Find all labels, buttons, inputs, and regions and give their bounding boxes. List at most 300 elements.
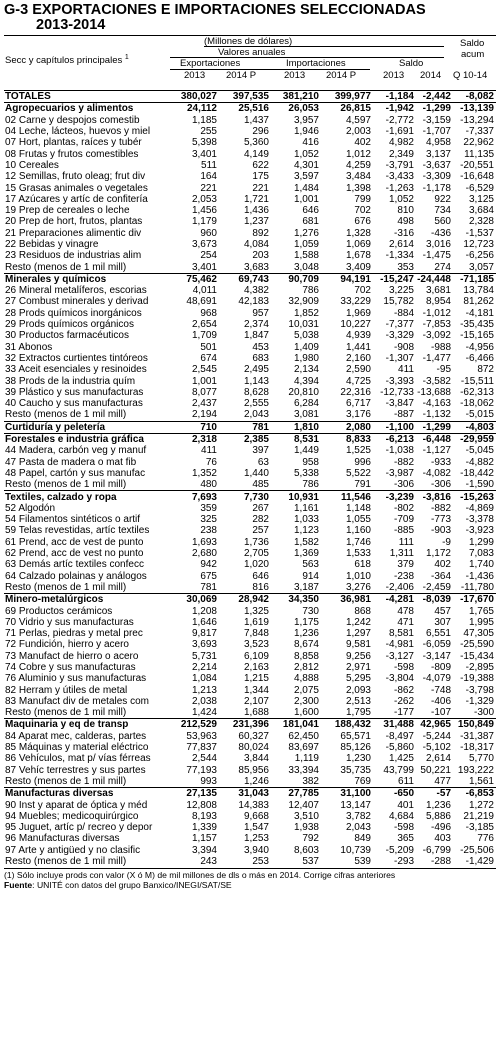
row-label: 40 Caucho y sus manufacturas [5, 398, 143, 410]
balance-2014-header: 2014 [420, 70, 442, 81]
table-row [4, 696, 496, 707]
balance-2014-cell: 4,958 [425, 137, 451, 149]
row-label: 04 Leche, lácteos, huevos y miel [5, 126, 151, 138]
balance-2014-cell: -3,092 [422, 330, 451, 342]
valores-label: Valores anuales [218, 47, 286, 58]
imports-2014-cell: 3,409 [345, 261, 371, 273]
exports-2014-cell: 25,516 [219, 103, 271, 115]
exports-2013-cell: 2,053 [191, 193, 217, 205]
balance-2014-cell: -5,102 [422, 742, 451, 754]
exports-2014-cell: 1,143 [243, 375, 269, 387]
imports-2014-cell: 9,581 [345, 639, 371, 651]
exports-2014-cell: 816 [252, 581, 269, 593]
balance-accum-cell: 872 [477, 364, 494, 376]
balance-accum-cell: 22,962 [463, 137, 494, 149]
exports-2013-cell: 501 [200, 341, 217, 353]
balance-2013-cell: 611 [398, 775, 414, 787]
table-row [4, 171, 496, 182]
saldo-acum-header-2: acum [461, 49, 485, 60]
row-label: 74 Cobre y sus manufacturas [5, 661, 136, 673]
balance-accum-cell: 776 [477, 833, 494, 845]
table-row [4, 628, 496, 639]
exports-2014-cell: 2,495 [243, 364, 269, 376]
imports-2014-cell: 3,176 [345, 409, 371, 421]
exports-2013-cell: 8,193 [191, 810, 217, 822]
imports-2013-cell: 1,409 [293, 341, 319, 353]
imports-2013-cell: 83,697 [288, 742, 319, 754]
table-row [4, 126, 496, 137]
balance-2013-cell: 471 [397, 616, 414, 628]
exports-2013-cell: 1,709 [191, 330, 217, 342]
imports-2013-cell: 1,946 [293, 126, 319, 138]
footnote: (1) Sólo incluye prods con valor (X ó M) de mil millones de dls o más en 2014. Corrige cifras anteriores [4, 868, 496, 880]
balance-2013-cell: 2,349 [388, 148, 414, 160]
balance-accum-cell: 1,740 [468, 559, 494, 571]
exports-2014-cell: 282 [252, 514, 269, 526]
row-label: Forestales e industria gráfica [4, 433, 170, 445]
section-row [4, 103, 496, 115]
imports-2013-cell: 416 [302, 137, 319, 149]
imports-2013-cell: 1,001 [293, 193, 319, 205]
imports-2014-cell: 3,782 [345, 810, 371, 822]
exports-2013-cell: 480 [200, 479, 217, 491]
exports-2014-cell: 1,020 [243, 559, 269, 571]
exports-2014-cell: 1,246 [243, 775, 269, 787]
balance-2013-cell: -709 [393, 514, 414, 526]
balance-2014-cell: -5,244 [422, 730, 451, 742]
imports-2014-cell: 1,678 [345, 250, 371, 262]
balance-2013-cell: 31,488 [373, 719, 416, 731]
exports-2013-cell: 212,529 [170, 719, 219, 731]
balance-2014-cell: -24,448 [417, 273, 451, 285]
exports-header: Exportaciones [180, 58, 241, 69]
row-label: Resto (menos de 1 mil mill) [5, 261, 127, 273]
imports-2014-cell: 188,432 [321, 719, 373, 731]
imports-2013-cell: 34,350 [271, 594, 321, 606]
exports-2014-cell: 69,743 [219, 273, 271, 285]
balance-2014-cell: 2,614 [425, 753, 451, 765]
table-row [4, 330, 496, 341]
balance-2013-cell: -887 [393, 409, 414, 421]
balance-accum-cell: -1,429 [465, 856, 494, 868]
row-label: 83 Manufact div de metales com [5, 695, 149, 707]
balance-2013-cell: -882 [393, 456, 414, 468]
balance-2014-cell: -95 [436, 364, 451, 376]
imports-2014-header: 2014 P [326, 70, 357, 81]
balance-2014-cell: 307 [434, 616, 451, 628]
exports-2014-cell: 175 [252, 171, 269, 183]
imports-2014-cell: 1,297 [345, 628, 371, 640]
balance-2013-cell: -1,942 [373, 103, 416, 115]
exports-2014-cell: 2,107 [243, 695, 269, 707]
balance-2014-cell: -9 [442, 536, 451, 548]
balance-accum-cell: -1,590 [465, 479, 494, 491]
balance-2013-cell: -2,772 [385, 114, 414, 126]
exports-2013-cell: 255 [200, 126, 217, 138]
balance-accum-cell: 1,995 [468, 616, 494, 628]
imports-2014-cell: 1,230 [345, 753, 371, 765]
table-row [4, 707, 496, 719]
exports-2014-cell: 3,844 [243, 753, 269, 765]
imports-2013-cell: 1,052 [293, 148, 319, 160]
balance-2014-cell: 274 [434, 261, 451, 273]
row-label: 47 Pasta de madera o mat fib [5, 456, 137, 468]
row-label: 72 Fundición, hierro y acero [5, 639, 129, 651]
balance-accum-cell: -6,466 [465, 352, 494, 364]
row-label: 38 Prods de la industria quím [5, 375, 136, 387]
balance-2013-header: 2013 [383, 70, 405, 81]
row-label: TOTALES [4, 91, 170, 103]
table-row [4, 375, 496, 386]
balance-2013-cell: -885 [393, 525, 414, 537]
row-label: 07 Hort, plantas, raíces y tubér [5, 137, 142, 149]
imports-2014-cell: 702 [354, 285, 371, 297]
exports-2014-cell: 1,237 [243, 216, 269, 228]
imports-2014-cell: 399,977 [321, 91, 373, 103]
imports-2014-cell: 31,100 [321, 788, 373, 800]
imports-2013-cell: 786 [302, 285, 319, 297]
exports-2013-cell: 2,214 [191, 661, 217, 673]
balance-2014-cell: 42,965 [416, 719, 453, 731]
balance-2014-cell: 922 [434, 193, 451, 205]
exports-2014-cell: 7,848 [243, 628, 269, 640]
balance-accum-cell: 3,125 [468, 193, 494, 205]
table-row [4, 409, 496, 421]
balance-2013-cell: 1,052 [388, 193, 414, 205]
balance-2014-cell: -436 [430, 227, 451, 239]
balance-2014-cell: -1,477 [422, 352, 451, 364]
imports-2013-cell: 2,300 [293, 695, 319, 707]
balance-2014-cell: -882 [430, 502, 451, 514]
balance-2014-cell: -57 [416, 788, 453, 800]
imports-2014-cell: 5,295 [345, 673, 371, 685]
exports-2013-cell: 27,135 [170, 788, 219, 800]
row-label: Curtiduría y peletería [4, 421, 170, 433]
imports-2013-cell: 914 [302, 570, 319, 582]
imports-2014-cell: 1,398 [345, 182, 371, 194]
balance-accum-cell: -6,853 [453, 788, 496, 800]
row-label: 86 Vehículos, mat p/ vías férreas [5, 753, 151, 765]
exports-2014-cell: 1,215 [243, 673, 269, 685]
row-label: Minerales y químicos [4, 273, 170, 285]
units-label: (Millones de dólares) [204, 36, 293, 47]
exports-2014-cell: 1,736 [243, 536, 269, 548]
imports-2014-cell: 5,522 [345, 467, 371, 479]
exports-2014-cell: 5,360 [243, 137, 269, 149]
imports-2014-cell: 36,981 [321, 594, 373, 606]
imports-2013-header: 2013 [284, 70, 306, 81]
row-label: 95 Juguet, artíc p/ recreo y depor [5, 822, 153, 834]
exports-2014-cell: 3,523 [243, 639, 269, 651]
balance-2013-cell: -802 [393, 502, 414, 514]
saldo-acum-header-3: Q 10-14 [453, 70, 488, 81]
table-row [4, 479, 496, 491]
table-row [4, 115, 496, 126]
balance-accum-cell: 1,272 [468, 799, 494, 811]
balance-2013-cell: 401 [397, 799, 414, 811]
balance-2013-cell: -5,209 [385, 844, 414, 856]
balance-2014-cell: -748 [430, 684, 451, 696]
balance-2014-cell: -107 [430, 707, 451, 719]
imports-2013-cell: 1,810 [271, 421, 321, 433]
balance-accum-cell: -4,181 [465, 307, 494, 319]
imports-2013-cell: 3,081 [293, 409, 319, 421]
row-label: 30 Productos farmacéuticos [5, 330, 129, 342]
row-label: 61 Prend, acc de vest de punto [5, 536, 144, 548]
balance-2014-cell: -3,582 [422, 375, 451, 387]
balance-accum-cell: 3,057 [468, 261, 494, 273]
exports-2014-cell: 397 [252, 445, 269, 457]
exports-2014-cell: 42,183 [238, 296, 269, 308]
imports-2013-cell: 1,449 [293, 445, 319, 457]
exports-2014-cell: 8,628 [243, 386, 269, 398]
imports-2014-cell: 1,525 [345, 445, 371, 457]
imports-2013-cell: 90,709 [271, 273, 321, 285]
table-row [4, 742, 496, 753]
table-row [4, 308, 496, 319]
exports-2014-cell: 1,437 [243, 114, 269, 126]
imports-2014-cell: 1,795 [345, 707, 371, 719]
balance-2013-cell: 1,425 [388, 753, 414, 765]
imports-2014-cell: 769 [354, 775, 371, 787]
balance-accum-cell: -13,139 [453, 103, 496, 115]
imports-2013-cell: 1,175 [293, 616, 319, 628]
exports-2013-cell: 3,401 [191, 261, 217, 273]
imports-2013-cell: 1,236 [293, 628, 319, 640]
exports-2013-cell: 12,808 [186, 799, 217, 811]
imports-2014-cell: 10,739 [340, 844, 371, 856]
exports-2013-cell: 238 [200, 525, 217, 537]
balance-accum-cell: -31,387 [460, 730, 494, 742]
trade-table-body [4, 91, 496, 868]
exports-2013-cell: 8,077 [191, 386, 217, 398]
imports-2013-cell: 181,041 [271, 719, 321, 731]
imports-2013-cell: 1,980 [293, 352, 319, 364]
imports-header: Importaciones [286, 58, 346, 69]
imports-2013-cell: 12,407 [288, 799, 319, 811]
table-row [4, 194, 496, 205]
table-row [4, 537, 496, 548]
exports-2014-cell: 2,385 [219, 433, 271, 445]
row-label: 94 Muebles; medicoquirúrgico [5, 810, 139, 822]
imports-2014-cell: 1,148 [345, 502, 371, 514]
row-label: 48 Papel, cartón y sus manufac [5, 467, 146, 479]
table-row [4, 468, 496, 479]
exports-2014-cell: 957 [252, 307, 269, 319]
balance-accum-cell: -25,590 [460, 639, 494, 651]
imports-2014-cell: 1,160 [345, 525, 371, 537]
balance-2014-cell: 5,886 [425, 810, 451, 822]
balance-2013-cell: -884 [393, 307, 414, 319]
page-subtitle: 2013-2014 [36, 17, 106, 33]
balance-2014-cell: -3,637 [422, 159, 451, 171]
exports-2014-cell: 2,163 [243, 661, 269, 673]
balance-2013-cell: -3,239 [373, 491, 416, 503]
balance-accum-cell: -13,294 [460, 114, 494, 126]
balance-2014-cell: -6,448 [416, 433, 453, 445]
table-row [4, 639, 496, 650]
row-label: 85 Máquinas y material eléctrico [5, 742, 149, 754]
balance-2013-cell: -2,406 [385, 581, 414, 593]
imports-2013-cell: 5,338 [293, 467, 319, 479]
exports-2014-cell: 4,382 [243, 285, 269, 297]
balance-2014-cell: 734 [434, 205, 451, 217]
imports-2014-cell: 13,147 [340, 799, 371, 811]
row-label: 69 Productos cerámicos [5, 605, 113, 617]
row-label: 73 Manufact de hierro o acero [5, 650, 139, 662]
balance-accum-cell: -3,185 [465, 822, 494, 834]
imports-2014-cell: 3,276 [345, 581, 371, 593]
balance-2014-cell: -933 [430, 456, 451, 468]
balance-2013-cell: -3,847 [385, 398, 414, 410]
exports-2014-cell: 63 [257, 456, 269, 468]
imports-2014-cell: 9,256 [345, 650, 371, 662]
imports-2013-cell: 1,600 [293, 707, 319, 719]
page-title: G-3 EXPORTACIONES E IMPORTACIONES SELECCIONADAS [4, 2, 426, 18]
imports-2013-cell: 1,276 [293, 227, 319, 239]
section-row [4, 433, 496, 445]
table-row [4, 148, 496, 159]
balance-2013-cell: -1,691 [385, 126, 414, 138]
exports-2014-cell: 296 [252, 126, 269, 138]
imports-2014-cell: 4,939 [345, 330, 371, 342]
table-row [4, 445, 496, 456]
balance-2013-cell: 8,581 [388, 628, 414, 640]
imports-2014-cell: 791 [354, 479, 371, 491]
balance-2014-cell: -1,299 [416, 103, 453, 115]
imports-2014-cell: 1,328 [345, 227, 371, 239]
saldo-acum-header-1: Saldo [460, 38, 485, 49]
imports-2013-cell: 3,510 [293, 810, 319, 822]
exports-2013-cell: 1,001 [191, 375, 217, 387]
row-label: 64 Calzado polainas y análogos [5, 570, 147, 582]
imports-2014-cell: 539 [354, 856, 371, 868]
balance-2014-cell: -2,459 [422, 581, 451, 593]
imports-2013-cell: 10,031 [288, 319, 319, 331]
table-row [4, 525, 496, 536]
exports-2014-cell: 2,705 [243, 548, 269, 560]
imports-2013-cell: 32,909 [288, 296, 319, 308]
table-row [4, 387, 496, 398]
imports-2013-cell: 646 [302, 205, 319, 217]
balance-accum-cell: -3,798 [465, 684, 494, 696]
section-row [4, 91, 496, 103]
balance-2014-cell: -1,132 [422, 409, 451, 421]
imports-2014-cell: 26,815 [321, 103, 373, 115]
row-label: 22 Bebidas y vinagre [5, 239, 99, 250]
balance-accum-cell: 11,135 [464, 148, 494, 160]
exports-2014-cell: 203 [252, 250, 269, 262]
header-rule-groups [170, 69, 370, 70]
section-row [4, 421, 496, 433]
balance-accum-cell: 21,219 [463, 810, 494, 822]
balance-accum-cell: -1,329 [465, 695, 494, 707]
balance-accum-cell: 47,305 [463, 628, 494, 640]
exports-2013-cell: 1,185 [191, 114, 217, 126]
table-row [4, 559, 496, 570]
balance-accum-cell: -7,337 [465, 126, 494, 138]
imports-2014-cell: 8,833 [321, 433, 373, 445]
row-label: 87 Vehíc terrestres y sus partes [5, 764, 146, 776]
table-row [4, 160, 496, 171]
imports-2014-cell: 402 [354, 137, 371, 149]
balance-accum-cell: -18,062 [460, 398, 494, 410]
imports-2013-cell: 26,053 [271, 103, 321, 115]
balance-2013-cell: -3,987 [385, 467, 414, 479]
balance-2014-cell: 3,681 [425, 285, 451, 297]
row-label: Minero-metalúrgicos [4, 594, 170, 606]
exports-2014-header: 2014 P [226, 70, 257, 81]
table-row [4, 856, 496, 867]
imports-2014-cell: 4,725 [345, 375, 371, 387]
exports-2014-cell: 683 [252, 352, 269, 364]
imports-2013-cell: 8,858 [293, 650, 319, 662]
table-row [4, 228, 496, 239]
table-row [4, 582, 496, 594]
balance-2013-cell: -598 [393, 661, 414, 673]
table-row [4, 239, 496, 250]
imports-2014-cell: 4,259 [345, 159, 371, 171]
imports-2014-cell: 1,533 [345, 548, 371, 560]
imports-2013-cell: 1,059 [293, 239, 319, 250]
table-row [4, 753, 496, 764]
table-row [4, 765, 496, 776]
imports-2013-cell: 1,119 [294, 753, 319, 765]
header-rule-valores [170, 57, 444, 58]
imports-2013-cell: 1,161 [293, 502, 319, 514]
exports-2014-cell: 1,440 [243, 467, 269, 479]
balance-accum-cell: 81,262 [463, 296, 494, 308]
balance-2013-cell: 478 [397, 605, 414, 617]
imports-2014-cell: 22,316 [340, 386, 371, 398]
exports-2014-cell: 2,555 [243, 398, 269, 410]
balance-2013-cell: -5,860 [385, 742, 414, 754]
balance-2013-cell: -1,100 [373, 421, 416, 433]
balance-accum-cell: 1,299 [468, 536, 494, 548]
imports-2014-cell: 702 [354, 205, 371, 217]
exports-2013-cell: 674 [200, 352, 217, 364]
imports-2013-cell: 4,301 [293, 159, 319, 171]
balance-2014-cell: 8,954 [425, 296, 451, 308]
balance-2013-cell: 3,225 [388, 285, 414, 297]
imports-2014-cell: 2,093 [345, 684, 371, 696]
row-label: 39 Plástico y sus manufacturas [5, 386, 144, 398]
balance-2013-cell: -598 [393, 822, 414, 834]
exports-2013-cell: 968 [200, 307, 217, 319]
imports-2013-cell: 3,957 [293, 114, 319, 126]
imports-2014-cell: 676 [354, 216, 371, 228]
exports-2013-cell: 2,038 [191, 695, 217, 707]
balance-2014-cell: -1,475 [422, 250, 451, 262]
exports-2013-cell: 221 [200, 182, 217, 194]
balance-accum-cell: -11,780 [460, 581, 494, 593]
row-label: Manufacturas diversas [4, 788, 170, 800]
exports-2013-cell: 254 [200, 250, 217, 262]
imports-2013-cell: 1,938 [293, 822, 319, 834]
balance-accum-cell: -6,529 [465, 182, 494, 194]
exports-2013-cell: 9,817 [191, 628, 217, 640]
imports-2014-cell: 10,227 [340, 319, 371, 331]
exports-2014-cell: 4,149 [243, 148, 269, 160]
exports-2013-cell: 710 [170, 421, 219, 433]
exports-2014-cell: 7,730 [219, 491, 271, 503]
row-label: 97 Arte y antigüed y no clasific [5, 844, 141, 856]
exports-2014-cell: 622 [252, 159, 269, 171]
table-row [4, 799, 496, 810]
row-label: 21 Preparaciones alimentic div [5, 227, 142, 239]
table-row [4, 353, 496, 364]
exports-2013-cell: 942 [200, 559, 217, 571]
